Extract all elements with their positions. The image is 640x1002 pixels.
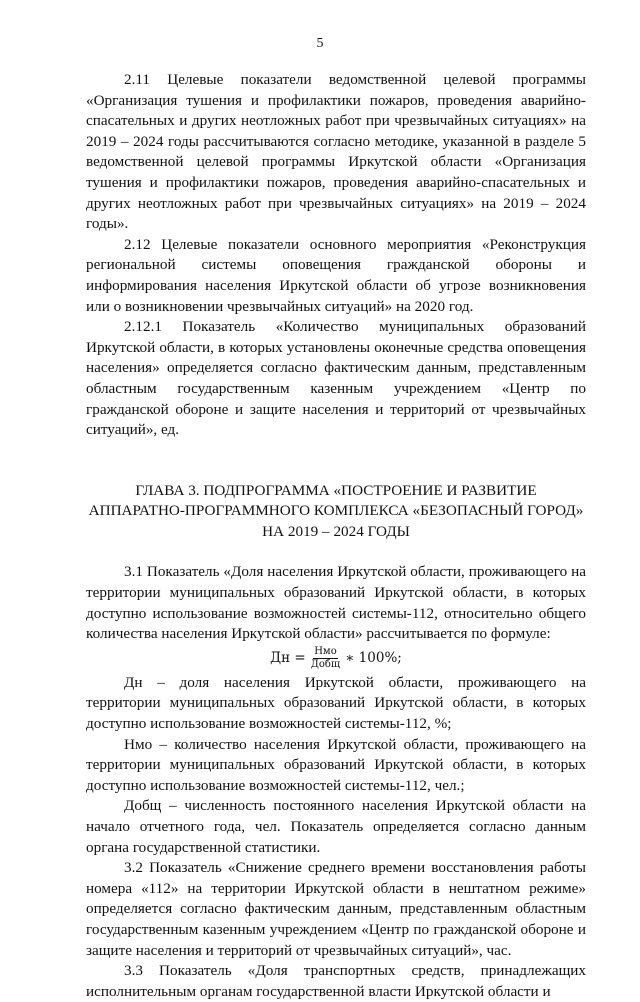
definition-nmo: Нмо – количество населения Иркутской области, проживающего на территории муниципальных образований Иркутской области, в которых доступно использование возможностей системы-112, чел.; — [86, 735, 586, 794]
formula-numerator: Нмо — [314, 645, 337, 657]
formula-lhs: Дн = — [270, 650, 306, 667]
paragraph-3-3: 3.3 Показатель «Доля транспортных средств, принадлежащих исполнительным органам государственной власти Иркутской области и — [86, 962, 586, 1000]
formula-fraction — [310, 646, 341, 671]
paragraph-3-1: 3.1 Показатель «Доля населения Иркутской области, проживающего на территории муниципальных образований Иркутской области, в которых доступно использование возможностей системы-112, относительно общего количества населения Иркутской области» рассчитывается по формуле: — [86, 563, 586, 643]
chapter-heading-line: НА 2019 – 2024 ГОДЫ — [262, 522, 410, 540]
chapter-heading — [86, 481, 586, 543]
chapter-heading-line: ГЛАВА 3. ПОДПРОГРАММА «ПОСТРОЕНИЕ И РАЗВИТИЕ — [135, 481, 537, 499]
chapter-heading-line: АППАРАТНО-ПРОГРАММНОГО КОМПЛЕКСА «БЕЗОПАСНЫЙ ГОРОД» — [88, 502, 584, 520]
document-body — [86, 70, 586, 1002]
paragraph-2-11: 2.11 Целевые показатели ведомственной целевой программы «Организация тушения и профилактики пожаров, проведения аварийно-спасательных и других неотложных работ при чрезвычайных ситуациях» на 2019 – 2024 годы рассчитываются согласно методике, указанной в разделе 5 ведомственной целевой программы Иркутской области «Организация тушения и профилактики пожаров, проведения аварийно-спасательных и других неотложных работ при чрезвычайных ситуациях» на 2019 – 2024 годы». — [86, 71, 586, 233]
paragraph-2-12-1: 2.12.1 Показатель «Количество муниципальных образований Иркутской области, в которых установлены оконечные средства оповещения населения» определяется согласно фактическим данным, представленным областным государственным казенным учреждением «Центр по гражданской обороне и защите населения и территорий от чрезвычайных ситуаций», ед. — [86, 318, 586, 439]
paragraph-2-12: 2.12 Целевые показатели основного мероприятия «Реконструкция региональной системы оповещения гражданской обороны и информирования населения Иркутской области об угрозе возникновения или о возникновении чрезвычайных ситуаций» на 2020 год. — [86, 235, 586, 315]
paragraph-3-2: 3.2 Показатель «Снижение среднего времени восстановления работы номера «112» на территории Иркутской области в нештатном режиме» определяется согласно фактическим данным, представленным областным государственным казенным учреждением «Центр по гражданской обороне и защите населения и территорий от чрезвычайных ситуаций», час. — [86, 859, 586, 959]
definition-dobsh: Добщ – численность постоянного населения Иркутской области на начало отчетного года, чел. Показатель определяется согласно данным органа государственной статистики. — [86, 797, 586, 856]
definition-dn: Дн – доля населения Иркутской области, проживающего на территории муниципальных образований Иркутской области, в которых доступно использование возможностей системы-112, %; — [86, 673, 586, 733]
formula — [86, 646, 586, 671]
formula-denominator: Добщ — [310, 658, 341, 670]
formula-rhs: ∗ 100%; — [345, 650, 402, 667]
page-number: 5 — [316, 36, 324, 51]
